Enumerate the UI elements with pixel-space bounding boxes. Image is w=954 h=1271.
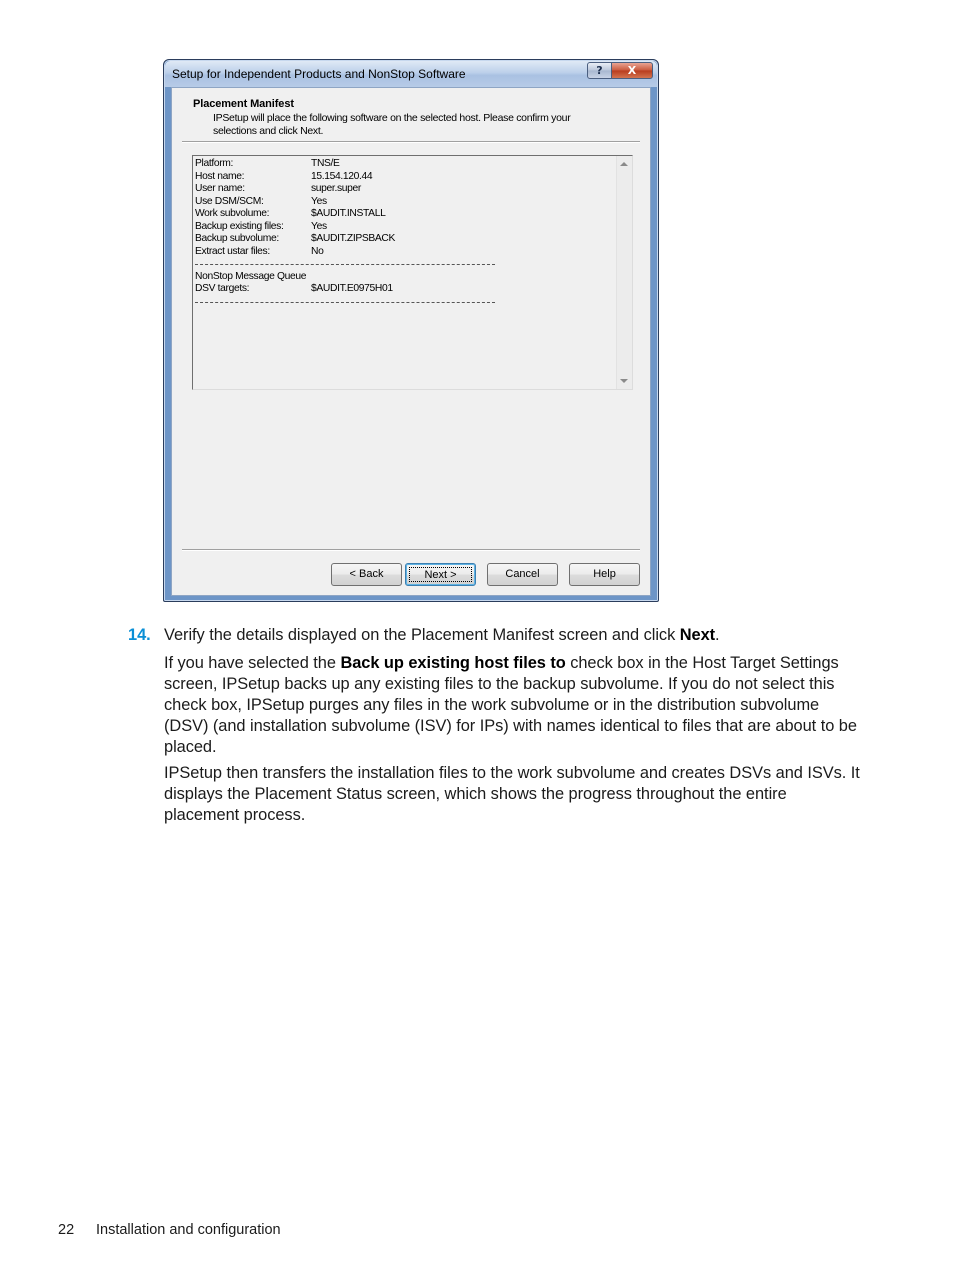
dialog-titlebar	[165, 61, 657, 87]
manifest-key: Host name:	[195, 170, 245, 182]
help-title-button[interactable]	[587, 62, 612, 79]
help-button[interactable]: Help	[569, 563, 640, 586]
transfer-paragraph: IPSetup then transfers the installation files to the work subvolume and creates DSVs and ISVs. It displays the Placement Status screen, which shows the progress throughout the entire placement process.	[164, 764, 860, 824]
close-button[interactable]	[611, 62, 653, 79]
para1-text: If you have selected the	[164, 654, 341, 672]
header-divider	[182, 141, 640, 143]
manifest-row	[195, 196, 613, 209]
manifest-section-title	[195, 271, 613, 284]
manifest-row	[195, 208, 613, 221]
para1-text-end: check box in the Host Target Settings screen, IPSetup backs up any existing files to the backup subvolume. If you do not select this check box, IPSetup purges any files in the work subvolume or in the distribution subvolume (DSV) (and installation subvolume (ISV) for IPs) with names identical to files that are about to be placed.	[164, 654, 857, 756]
manifest-value: TNS/E	[311, 158, 340, 169]
manifest-key: Backup subvolume:	[195, 233, 279, 244]
manifest-value: 15.154.120.44	[311, 170, 373, 182]
scroll-up-icon[interactable]	[620, 162, 628, 166]
manifest-value: $AUDIT.INSTALL	[311, 208, 386, 219]
manifest-key: Extract ustar files:	[195, 245, 270, 257]
step-instruction	[164, 625, 720, 646]
question-icon: ?	[596, 64, 603, 77]
manifest-row	[195, 246, 613, 259]
manifest-row	[195, 233, 613, 246]
manifest-row	[195, 183, 613, 196]
dialog-client-area	[171, 87, 651, 596]
setup-dialog	[163, 59, 659, 602]
next-button[interactable]	[405, 563, 476, 586]
manifest-key: DSV targets:	[195, 283, 250, 294]
manifest-key: Platform:	[195, 158, 234, 169]
manifest-value: $AUDIT.E0975H01	[311, 283, 393, 294]
manifest-scrollbar[interactable]	[616, 156, 632, 389]
manifest-key: Backup existing files:	[195, 220, 284, 232]
manifest-value: super.super	[311, 183, 361, 194]
scroll-down-icon[interactable]	[620, 379, 628, 383]
footer-divider	[182, 549, 640, 551]
manifest-row	[195, 221, 613, 234]
dashed-divider	[195, 258, 613, 271]
manifest-row	[195, 283, 613, 296]
manifest-lines	[195, 158, 613, 308]
step-number: 14.	[128, 626, 151, 644]
step-bold-text: Next	[679, 626, 716, 644]
footer-section: Installation and configuration	[96, 1222, 281, 1238]
page-heading: Placement Manifest	[193, 98, 294, 110]
manifest-row	[195, 171, 613, 184]
manifest-textbox[interactable]	[192, 155, 633, 390]
manifest-key: User name:	[195, 183, 245, 194]
para1-bold-text: Back up existing host files to	[340, 654, 566, 672]
back-button[interactable]: < Back	[331, 563, 402, 586]
manifest-key: Use DSM/SCM:	[195, 195, 264, 207]
page-description: IPSetup will place the following software on the selected host. Please confirm your selections and click Next.	[213, 112, 571, 137]
page-number: 22	[58, 1222, 75, 1238]
manifest-key: Work subvolume:	[195, 208, 270, 219]
cancel-button[interactable]: Cancel	[487, 563, 558, 586]
manifest-row	[195, 158, 613, 171]
section-title-text: NonStop Message Queue	[195, 270, 307, 282]
dashed-divider	[195, 296, 613, 309]
manifest-value: Yes	[311, 220, 327, 232]
manifest-value: $AUDIT.ZIPSBACK	[311, 233, 396, 244]
next-button-label: Next >	[409, 567, 472, 582]
backup-paragraph	[164, 653, 864, 758]
manifest-value: No	[311, 245, 324, 257]
step-text: Verify the details displayed on the Placement Manifest screen and click	[164, 626, 680, 644]
close-icon: X	[627, 64, 637, 77]
dialog-title: Setup for Independent Products and NonStop Software	[172, 67, 466, 81]
manifest-value: Yes	[311, 195, 327, 207]
step-text-end: .	[715, 626, 720, 644]
page-footer	[58, 1222, 281, 1238]
